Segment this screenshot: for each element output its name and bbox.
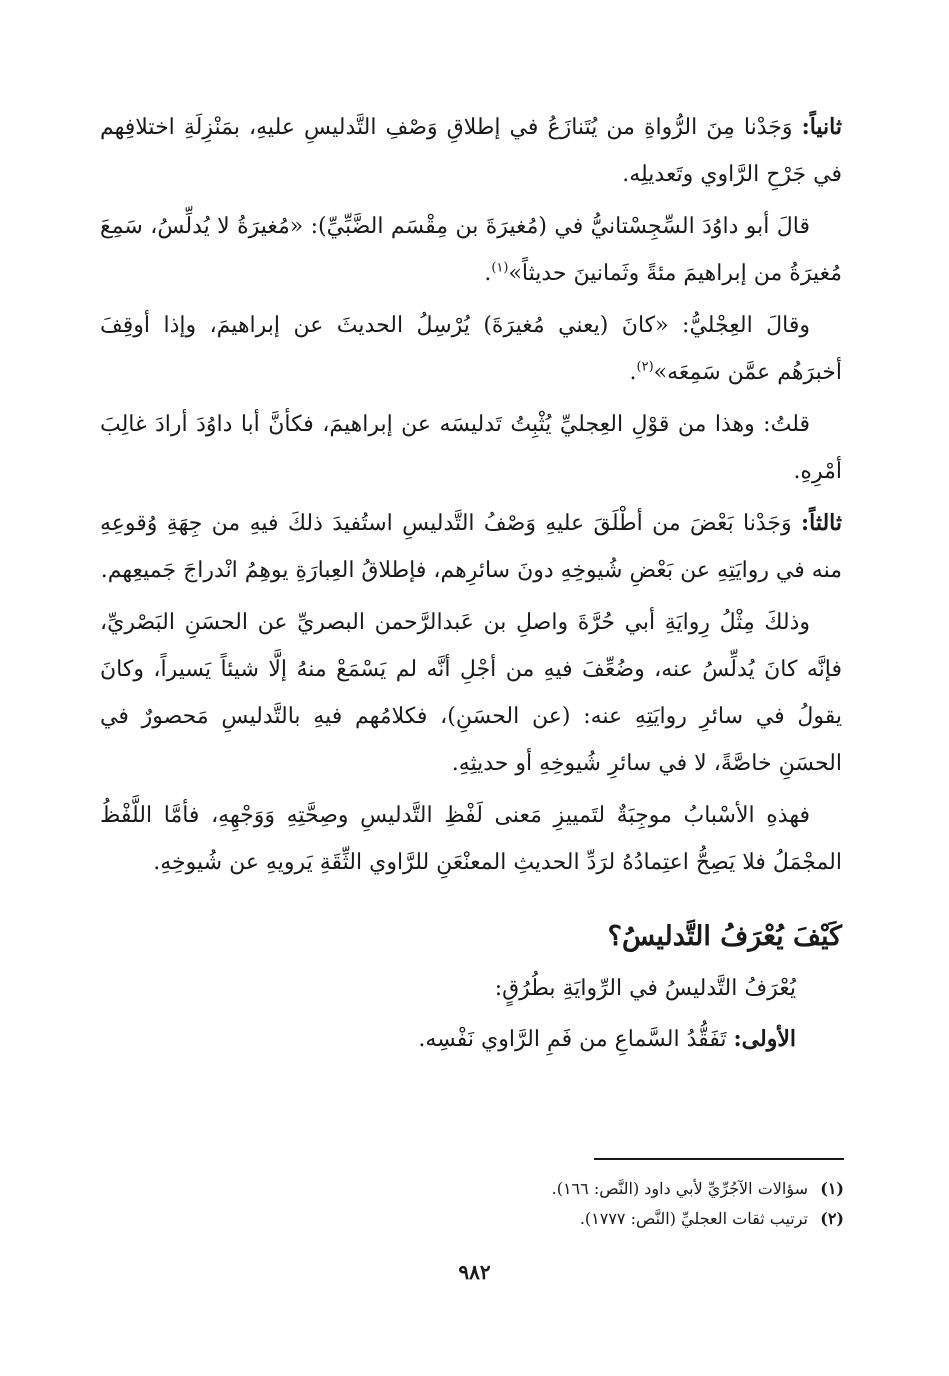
paragraph-lead: ثانياً: [801,114,842,140]
paragraph-example [100,599,842,787]
paragraph-end: . [629,360,637,385]
footnote-text: ترتيب ثقات العجليِّ (النَّص: ١٧٧٧). [579,1209,808,1228]
paragraph-ijli [100,302,842,396]
footnote-text: سؤالات الآجُرِّيِّ لأبي داود (النَّص: ١٦٦). [551,1179,808,1198]
paragraph-text: وَجَدْنا بَعْضَ من أطْلَقَ عليهِ وَصْفُ التَّدليسِ استُفيدَ ذلكَ فيهِ من جِهَةِ وُقوعِهِ منه في روايَتِهِ عن بَعْضِ شُيوخِهِ دونَ سائرِهم، فإطلاقُ العِبارَةِ يوهِمُ انْدراجَ جَميعِهم. [100,511,842,583]
section-heading: كَيْفَ يُعْرَفُ التَّدليسُ؟ [607,921,842,952]
paragraph-text: قلتُ: وهذا من قوْلِ العِجليِّ يُثْبِتُ تَدليسَه عن إبراهيمَ، فكأنَّ أبا داوُدَ أرادَ غالِبَ أمْرِهِ. [100,412,842,484]
footnote-number: (٢) [820,1209,844,1228]
footnote-number: (١) [820,1179,844,1198]
footnote-item [102,1204,844,1234]
footnote-ref-1[interactable]: (١) [491,260,509,276]
method-lead: الأولى: [733,1026,796,1052]
section-intro: يُعْرَفُ التَّدليسُ في الرِّوايَةِ بطُرُقٍ: [494,976,796,1001]
footnote-divider [594,1158,844,1160]
paragraph-abu-dawud [100,203,842,297]
section-first-method [100,1014,842,1065]
paragraph-thalithan [100,500,842,594]
paragraph-text: وذلكَ مِثْلُ رِوايَةِ أبي حُرَّةَ واصلِ بن عَبدالرَّحمن البصريِّ عن الحسَنِ البَصْريِّ، فإنَّه كانَ يُدلِّسُ عنه، وضُعِّفَ فيهِ من أجْلِ أنَّه لم يَسْمَعْ منهُ إلَّا شيئاً يَسيراً، وكانَ يقولُ في سائرِ روايَتِهِ عنه: (عن الحسَنِ)، فكلامُهم فيهِ بالتَّدليسِ مَحصورٌ في الحسَنِ خاصَّةً، لا في سائرِ شُيوخِهِ أو حديثِهِ. [100,610,842,776]
paragraph-lead: ثالثاً: [801,510,842,536]
paragraph-qultu [100,401,842,495]
paragraph-thaniyan [100,104,842,198]
paragraph-conclusion [100,792,842,886]
page-number: ٩٨٢ [458,1260,491,1284]
paragraph-text: قالَ أبو داوُدَ السِّجِسْتانيُّ في (مُغيرَةَ بن مِقْسَم الضَّبِّيِّ): «مُغيرَةُ لا يُدلِّسُ، سَمِعَ مُغيرَةُ من إبراهيمَ مئةً وثَمانينَ حديثاً» [100,214,842,286]
page-body [100,104,842,1065]
paragraph-end: . [484,261,492,286]
paragraph-text: فهذهِ الأسْبابُ موجِبَةٌ لتَمييزِ مَعنى لَفْظِ التَّدليسِ وصِحَّتِهِ وَوَجْهِهِ، فأمَّا اللَّفْظُ المجْمَلُ فلا يَصِحُّ اعتِمادُهُ لرَدِّ الحديثِ المعنْعَنِ للرَّاوي الثِّقَةِ يَرويهِ عن شُيوخِهِ. [100,803,842,875]
paragraph-text: وقالَ العِجْليُّ: «كانَ (يعني مُغيرَةَ) يُرْسِلُ الحديثَ عن إبراهيمَ، وإذا أوقِفَ أخبرَهُم عمَّن سَمِعَه» [100,313,842,385]
method-text: تَفَقُّدُ السَّماعِ من فَمِ الرَّاوي نَفْسِه. [418,1027,734,1052]
footnote-ref-2[interactable]: (٢) [636,359,654,375]
footnotes [102,1174,844,1234]
footnote-item [102,1174,844,1204]
paragraph-text: وَجَدْنا مِنَ الرُّواةِ من يُتَنازَعُ في إطلاقِ وَصْفِ التَّدليسِ عليهِ، بمَنْزِلَةِ اختلافِهم في جَرْحِ الرَّاوي وتَعديلِه. [100,115,842,187]
